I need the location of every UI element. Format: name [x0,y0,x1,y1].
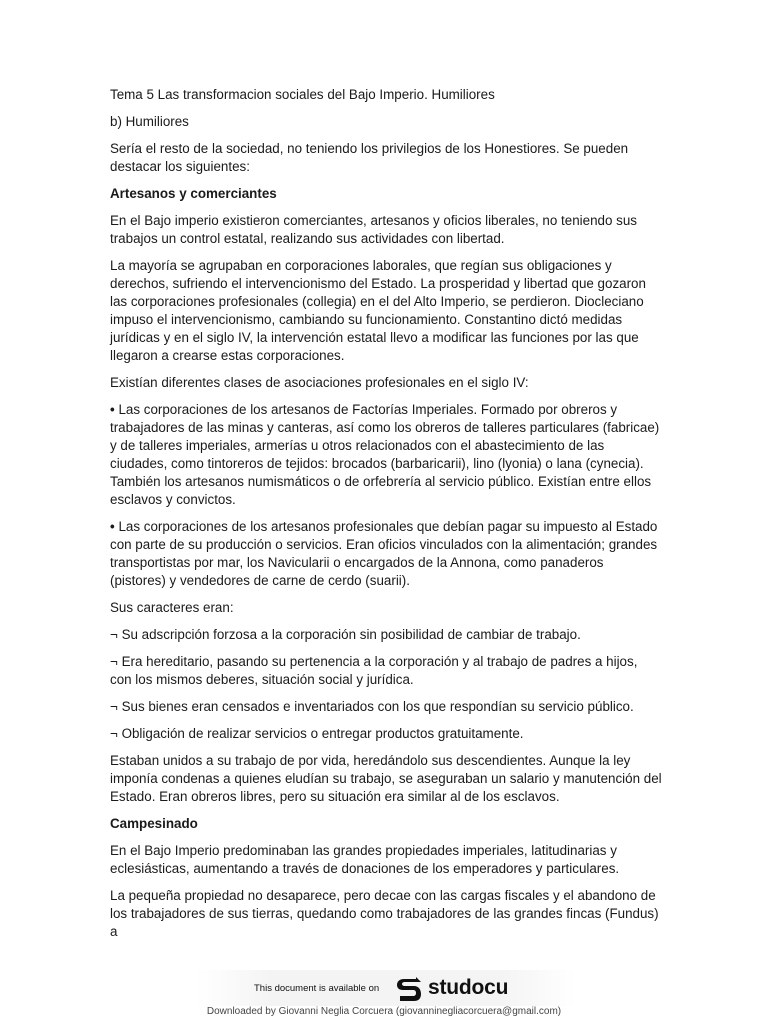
download-attribution: Downloaded by Giovanni Neglia Corcuera (giovanninegliacorcuera@gmail.com) [206,1006,562,1017]
bullet-item [110,518,662,590]
footer [0,968,768,1024]
banner-text: This document is available on [254,983,380,994]
studocu-banner[interactable] [196,970,576,1006]
bullet-icon: • [110,519,115,534]
list-item-text: Obligación de realizar servicios o entregar productos gratuitamente. [121,726,524,741]
list-item [110,653,662,689]
list-item-text: Sus bienes eran censados e inventariados con los que respondían su servicio público. [121,699,634,714]
paragraph: En el Bajo Imperio predominaban las grandes propiedades imperiales, latitudinarias y eclesiásticas, aumentando a través de donaciones de los emperadores y particulares. [110,843,620,876]
not-sign-icon: ¬ [110,654,118,669]
document-subtitle: b) Humiliores [110,114,189,129]
list-item-text: Era hereditario, pasando su pertenencia a la corporación y al trabajo de padres a hijos, con los mismos deberes, situación social y jurídica. [110,654,638,687]
document-page [110,86,662,950]
bullet-text: Las corporaciones de los artesanos de Factorías Imperiales. Formado por obreros y trabajadores de las minas y canteras, así como los obreros de talleres particulares (fabricae) y de talleres imperiales, armerías u otros relacionados con el abastecimiento de las ciudades, como tintoreros de tejidos: brocados (barbaricarii), lino (lyonia) o lana (cynecia). También los artesanos numismáticos o de orfebrería al servicio público. Existían entre ellos esclavos y convictos. [110,402,660,507]
list-item [110,626,662,644]
bullet-item [110,401,662,509]
list-item-text: Su adscripción forzosa a la corporación sin posibilidad de cambiar de trabajo. [121,627,581,642]
paragraph: Sus caracteres eran: [110,600,234,615]
bullet-icon: • [110,402,115,417]
studocu-logo-icon [394,974,424,1004]
studocu-logo-text: studocu [428,976,509,999]
paragraph: La mayoría se agrupaban en corporaciones laborales, que regían sus obligaciones y derechos, sufriendo el intervencionismo del Estado. La prosperidad y libertad que gozaron las corporaciones profesionales (collegia) en el del Alto Imperio, se perdieron. Diocleciano impuso el intervencionismo, cambiando su funcionamiento. Constantino dictó medidas jurídicas y en el siglo IV, la intervención estatal llevo a modificar las funciones por las que llegaron a crearse estas corporaciones. [110,258,646,363]
paragraph: La pequeña propiedad no desaparece, pero decae con las cargas fiscales y el abandono de los trabajadores de sus tierras, quedando como trabajadores de las grandes fincas (Fundus) a [110,888,659,939]
not-sign-icon: ¬ [110,699,118,714]
not-sign-icon: ¬ [110,726,118,741]
paragraph: Existían diferentes clases de asociaciones profesionales en el siglo IV: [110,375,529,390]
paragraph: En el Bajo imperio existieron comerciantes, artesanos y oficios liberales, no teniendo sus trabajos un control estatal, realizando sus actividades con libertad. [110,213,637,246]
list-item [110,698,662,716]
document-title: Tema 5 Las transformacion sociales del Bajo Imperio. Humiliores [110,87,495,102]
not-sign-icon: ¬ [110,627,118,642]
intro-paragraph: Sería el resto de la sociedad, no teniendo los privilegios de los Honestiores. Se pueden destacar los siguientes: [110,141,629,174]
section-heading-campesinado: Campesinado [110,816,198,831]
list-item [110,725,662,743]
bullet-text: Las corporaciones de los artesanos profesionales que debían pagar su impuesto al Estado con parte de su producción o servicios. Eran oficios vinculados con la alimentación; grandes transportistas por mar, los Navicularii o encargados de la Annona, como panaderos (pistores) y vendedores de carne de cerdo (suarii). [110,519,658,588]
paragraph: Estaban unidos a su trabajo de por vida, heredándolo sus descendientes. Aunque la ley imponía condenas a quienes eludían su trabajo, se aseguraban un salario y manutención del Estado. Eran obreros libres, pero su situación era similar al de los esclavos. [110,753,662,804]
section-heading-artesanos: Artesanos y comerciantes [110,186,277,201]
